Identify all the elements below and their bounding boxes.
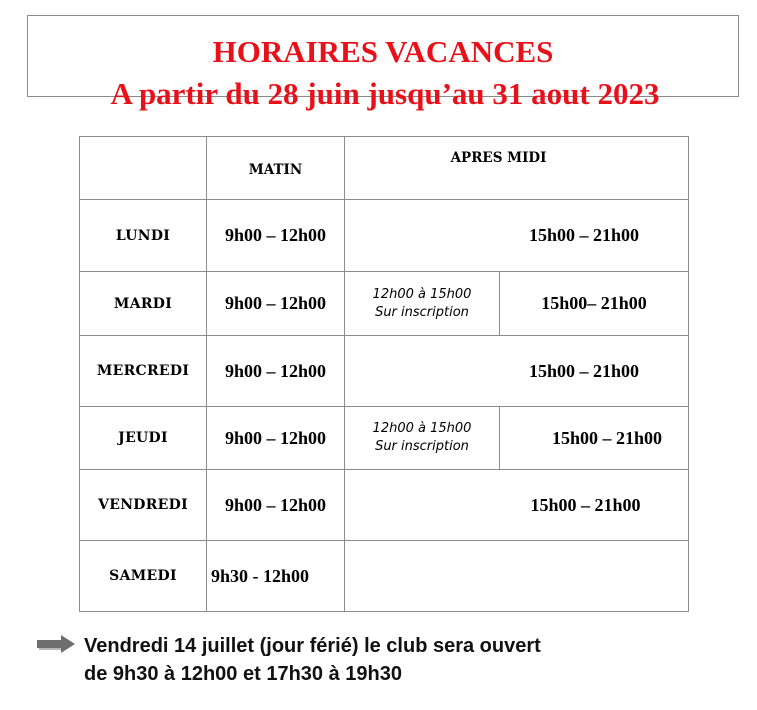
day-samedi: SAMEDI [80,541,207,612]
inscription-cell-mardi [345,272,500,336]
table-row [80,336,689,407]
header-apres-midi: APRES MIDI [345,137,689,200]
table-header-row [80,137,689,200]
inscription-time-mardi: 12h00 à 15h00 [372,286,472,302]
matin-mardi: 9h00 – 12h00 [207,272,345,336]
title-heading: HORAIRES VACANCES [212,34,554,69]
pm-vendredi: 15h00 – 21h00 [345,470,689,541]
matin-jeudi: 9h00 – 12h00 [207,407,345,470]
pm-samedi [345,541,689,612]
matin-samedi: 9h30 - 12h00 [207,541,345,612]
day-mercredi: MERCREDI [80,336,207,407]
table-row [80,541,689,612]
note-line-1: Vendredi 14 juillet (jour férié) le club sera ouvert [84,635,541,657]
matin-mercredi: 9h00 – 12h00 [207,336,345,407]
day-vendredi: VENDREDI [80,470,207,541]
pm-mardi: 15h00– 21h00 [500,272,689,336]
matin-lundi: 9h00 – 12h00 [207,200,345,272]
table-row [80,407,689,470]
pm-mercredi: 15h00 – 21h00 [345,336,689,407]
pm-lundi: 15h00 – 21h00 [345,200,689,272]
day-lundi: LUNDI [80,200,207,272]
table-row [80,470,689,541]
day-mardi: MARDI [80,272,207,336]
table-row [80,200,689,272]
header-empty-cell [80,137,207,200]
pm-jeudi: 15h00 – 21h00 [500,407,689,470]
inscription-time-jeudi: 12h00 à 15h00 [372,421,472,436]
inscription-note-mardi: Sur inscription [375,304,469,320]
matin-vendredi: 9h00 – 12h00 [207,470,345,541]
table-row [80,272,689,336]
note-line-2: de 9h30 à 12h00 et 17h30 à 19h30 [84,663,402,685]
day-jeudi: JEUDI [80,407,207,470]
title-box [27,15,739,111]
inscription-note-jeudi: Sur inscription [375,439,469,454]
holiday-note [37,632,541,688]
inscription-cell-jeudi [345,407,500,470]
title-date-range: A partir du 28 juin jusqu’au 31 aout 2023 [110,76,660,111]
header-matin: MATIN [207,137,345,200]
schedule-table [79,136,689,612]
arrow-right-icon [37,635,75,653]
